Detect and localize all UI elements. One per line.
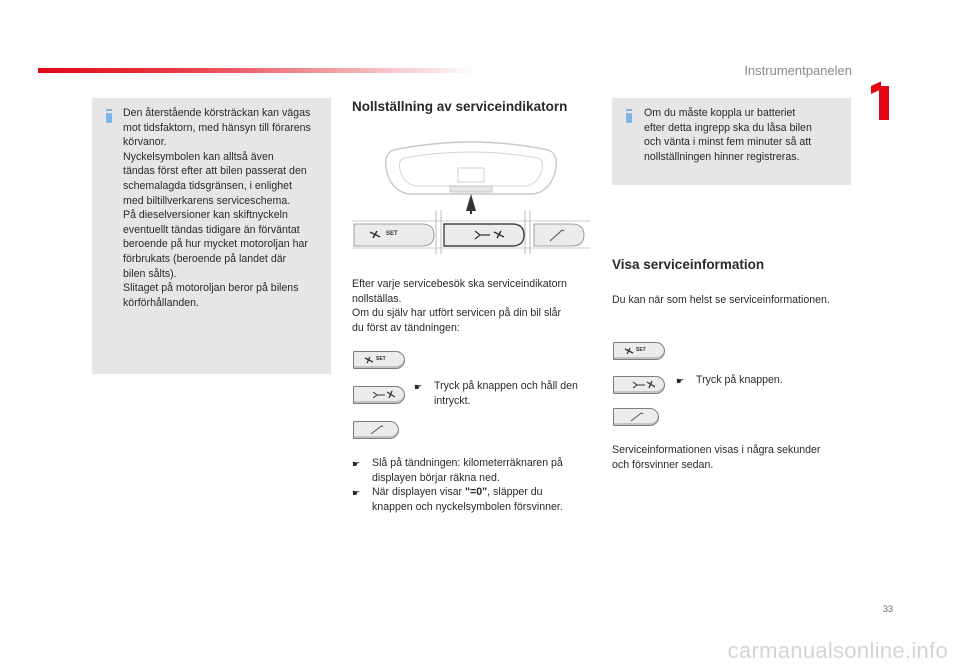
- left-note-text: Den återstående körsträckan kan vägas mot tidsfaktorn, med hänsyn till förarens körvanor. Nyckelsymbolen kan alltså även tändas först efter att bilen passerat den schemalagda tidsgränsen, i enlighet med biltillverkarens serviceschema. På dieselversioner kan skiftnyckeln eventuellt tändas tidigare än förväntat beroende på hur mycket motoroljan har förbrukats (beroende på landet där bilen sålts). Slitaget på motoroljan beror på bilens körförhållanden.: [123, 107, 311, 309]
- service-info-outro: Serviceinformationen visas i några sekunder och försvinner sedan.: [612, 444, 821, 471]
- service-info-intro: Du kan när som helst se serviceinformationen.: [612, 294, 830, 306]
- pointing-hand-icon: ☛: [352, 459, 361, 469]
- wrench-icon: [624, 347, 634, 355]
- reset-heading: Nollställning av serviceindikatorn: [352, 99, 568, 114]
- wrench-outline-icon: [370, 425, 384, 435]
- page-number: 33: [883, 604, 894, 614]
- chapter-number-graphic: [871, 86, 889, 120]
- pointing-hand-icon: ☛: [676, 376, 685, 386]
- right-note-text: Om du måste koppla ur batteriet efter detta ingrepp ska du låsa bilen och vänta i minst fem minuter så att nollställningen hinner registreras.: [644, 107, 812, 163]
- info-icon: [104, 109, 114, 123]
- wrench-outline-icon: [630, 412, 644, 422]
- info-icon: [624, 109, 634, 123]
- reset-intro: Efter varje servicebesök ska serviceindikatorn nollställas. Om du själv har utfört servicen på din bil slår du först av tändningen:: [352, 278, 567, 334]
- set-button-2[interactable]: [613, 342, 665, 360]
- reset-step2: ☛ Slå på tändningen: kilometerräknaren på displayen börjar räkna ned.: [352, 457, 563, 484]
- chapter-title: Instrumentpanelen: [744, 63, 852, 78]
- service-info-step: ☛ Tryck på knappen.: [676, 373, 856, 389]
- dashboard-illustration: [352, 138, 590, 256]
- reset-step1: ☛ Tryck på knappen och håll den intryckt.: [414, 380, 578, 407]
- pointing-hand-icon: ☛: [352, 488, 361, 499]
- reset-button-2[interactable]: [613, 376, 665, 394]
- set-button-label: SET: [376, 356, 386, 362]
- reset-arrow-icon: [632, 380, 656, 390]
- watermark: carmanualsonline.info: [727, 638, 948, 663]
- set-button[interactable]: [353, 351, 405, 369]
- reset-button[interactable]: [353, 386, 405, 404]
- service-button-2[interactable]: [613, 408, 659, 426]
- service-button[interactable]: [353, 421, 399, 439]
- set-button-label: SET: [636, 347, 646, 353]
- reset-steps: [352, 456, 592, 514]
- service-info-heading: Visa serviceinformation: [612, 257, 765, 272]
- pointing-hand-icon: ☛: [414, 382, 423, 392]
- reset-step3: ☛ När displayen visar "=0", släpper du knappen och nyckelsymbolen försvinner.: [352, 486, 563, 513]
- header-color-bar: [38, 68, 478, 73]
- wrench-icon: [364, 356, 374, 364]
- set-label: SET: [386, 231, 398, 237]
- reset-arrow-icon: [372, 390, 396, 400]
